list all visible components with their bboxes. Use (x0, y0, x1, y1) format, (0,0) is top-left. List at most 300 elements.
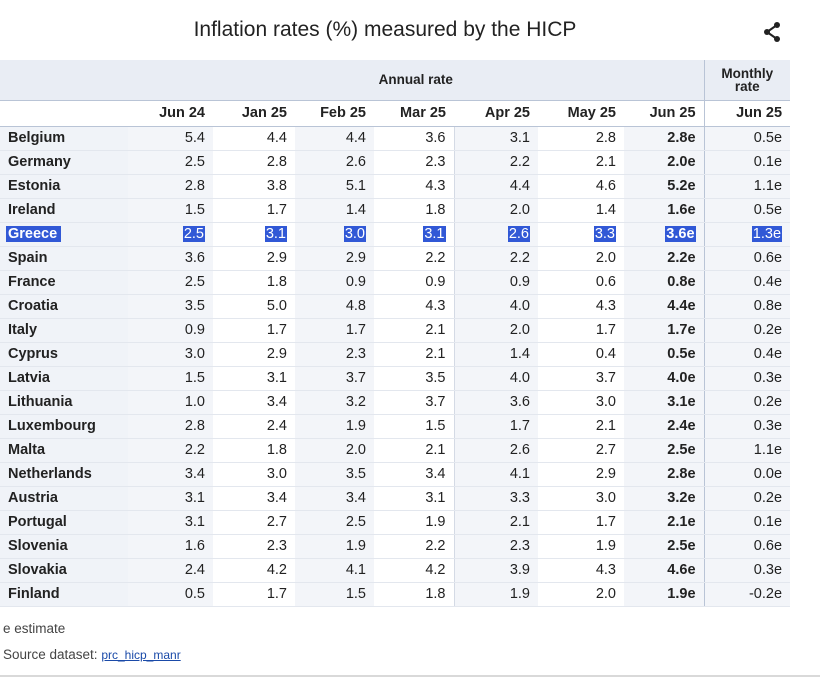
value-cell (704, 414, 790, 438)
value-label: 2.6 (508, 226, 529, 242)
value-label: 3.0 (595, 490, 616, 506)
value-cell (374, 390, 454, 414)
value-cell (128, 558, 213, 582)
value-label: 2.6 (345, 154, 366, 170)
table-row (0, 582, 790, 606)
value-cell (538, 222, 624, 246)
table-row (0, 462, 790, 486)
value-label: 2.3 (509, 538, 530, 554)
value-cell (454, 342, 538, 366)
value-cell (454, 126, 538, 150)
value-label: 2.1 (509, 514, 530, 530)
value-label: 3.2 (345, 394, 366, 410)
value-cell (213, 270, 295, 294)
value-cell (454, 558, 538, 582)
value-label: 2.5 (345, 514, 366, 530)
value-cell (213, 438, 295, 462)
value-cell (128, 294, 213, 318)
country-label: Spain (8, 250, 48, 266)
value-label: 2.2 (425, 538, 446, 554)
value-cell (374, 558, 454, 582)
column-header: Apr 25 (454, 100, 538, 126)
value-cell (213, 318, 295, 342)
value-cell (213, 342, 295, 366)
country-label: Portugal (8, 514, 67, 530)
value-label: 3.2e (667, 490, 696, 506)
value-label: 2.5 (184, 274, 205, 290)
value-label: 3.4 (184, 466, 205, 482)
value-cell (213, 198, 295, 222)
value-cell (538, 126, 624, 150)
value-label: 2.0 (595, 250, 616, 266)
value-label: 2.4 (184, 562, 205, 578)
value-label: 1.9 (595, 538, 616, 554)
value-cell (454, 318, 538, 342)
value-label: 2.0e (667, 154, 696, 170)
value-cell (374, 246, 454, 270)
value-label: 0.9 (509, 274, 530, 290)
value-cell (295, 438, 374, 462)
value-label: 2.8 (184, 418, 205, 434)
table-row (0, 318, 790, 342)
value-cell (624, 486, 704, 510)
value-label: 1.7 (266, 202, 287, 218)
value-label: 3.1 (424, 226, 445, 242)
value-label: 0.3e (753, 562, 783, 578)
value-label: 3.3 (594, 226, 615, 242)
value-label: 1.5 (184, 202, 205, 218)
value-cell (295, 390, 374, 414)
value-cell (295, 366, 374, 390)
value-label: 0.9 (425, 274, 446, 290)
value-label: 1.7 (595, 514, 616, 530)
value-label: 2.5 (184, 154, 205, 170)
value-cell (374, 510, 454, 534)
value-cell (374, 294, 454, 318)
value-cell (295, 270, 374, 294)
value-label: 4.0 (509, 370, 530, 386)
value-cell (128, 174, 213, 198)
value-label: 0.6e (753, 538, 783, 554)
value-cell (624, 534, 704, 558)
value-label: 4.0 (509, 298, 530, 314)
value-cell (213, 174, 295, 198)
value-label: 3.1 (266, 370, 287, 386)
value-cell (454, 294, 538, 318)
value-label: 5.4 (184, 130, 205, 146)
country-cell (0, 246, 128, 270)
value-cell (128, 462, 213, 486)
value-cell (295, 342, 374, 366)
value-label: 1.6 (184, 538, 205, 554)
value-label: 3.4 (345, 490, 366, 506)
value-label: 0.2e (753, 394, 783, 410)
country-cell (0, 174, 128, 198)
value-label: 1.7 (595, 322, 616, 338)
country-cell (0, 126, 128, 150)
value-cell (213, 534, 295, 558)
value-label: 0.1e (753, 154, 783, 170)
value-cell (704, 462, 790, 486)
value-cell (704, 582, 790, 606)
value-cell (454, 534, 538, 558)
value-cell (454, 582, 538, 606)
table-row (0, 222, 790, 246)
value-label: 1.4 (509, 346, 530, 362)
country-cell (0, 222, 128, 246)
table-row (0, 342, 790, 366)
value-label: 2.5e (667, 538, 696, 554)
value-label: 2.2 (184, 442, 205, 458)
value-label: 3.5 (425, 370, 446, 386)
value-cell (454, 222, 538, 246)
country-cell (0, 414, 128, 438)
value-cell (128, 198, 213, 222)
value-cell (538, 270, 624, 294)
value-cell (295, 582, 374, 606)
source-label: Source dataset: (3, 647, 98, 662)
value-cell (295, 534, 374, 558)
table-row (0, 294, 790, 318)
value-cell (454, 486, 538, 510)
value-label: 2.1 (425, 346, 446, 362)
value-cell (624, 222, 704, 246)
value-label: 2.9 (266, 346, 287, 362)
value-label: 0.4e (753, 346, 783, 362)
value-label: 0.9 (345, 274, 366, 290)
value-cell (128, 318, 213, 342)
value-cell (213, 222, 295, 246)
value-cell (374, 318, 454, 342)
value-cell (538, 318, 624, 342)
value-cell (213, 246, 295, 270)
value-cell (704, 534, 790, 558)
value-label: 2.3 (345, 346, 366, 362)
value-cell (374, 150, 454, 174)
value-cell (213, 486, 295, 510)
value-label: 4.3 (425, 178, 446, 194)
table-row (0, 366, 790, 390)
value-cell (624, 414, 704, 438)
value-cell (624, 366, 704, 390)
value-cell (213, 126, 295, 150)
share-icon[interactable] (760, 20, 784, 44)
value-label: 0.8e (753, 298, 783, 314)
country-label: Finland (8, 586, 60, 602)
table-row (0, 198, 790, 222)
value-cell (454, 150, 538, 174)
value-label: 4.4 (345, 130, 366, 146)
value-label: 3.1 (425, 490, 446, 506)
country-label: Lithuania (8, 394, 73, 410)
value-cell (374, 582, 454, 606)
value-cell (295, 318, 374, 342)
country-cell (0, 462, 128, 486)
value-label: 2.3 (266, 538, 287, 554)
value-cell (454, 510, 538, 534)
value-label: 1.8 (266, 274, 287, 290)
country-label: Estonia (8, 178, 61, 194)
value-label: 2.8 (595, 130, 616, 146)
value-cell (374, 222, 454, 246)
value-cell (374, 270, 454, 294)
value-cell (374, 198, 454, 222)
value-cell (624, 294, 704, 318)
value-cell (128, 126, 213, 150)
value-label: 1.7 (509, 418, 530, 434)
value-cell (704, 558, 790, 582)
value-label: 0.4e (753, 274, 783, 290)
value-label: 2.1 (425, 442, 446, 458)
value-label: 2.8 (184, 178, 205, 194)
value-label: 3.0 (266, 466, 287, 482)
value-label: 4.2 (425, 562, 446, 578)
value-label: 3.5 (345, 466, 366, 482)
column-header: May 25 (538, 100, 624, 126)
column-header: Mar 25 (374, 100, 454, 126)
country-cell (0, 438, 128, 462)
value-label: 0.1e (753, 514, 783, 530)
table-row (0, 150, 790, 174)
value-label: 2.1 (595, 154, 616, 170)
value-label: 2.0 (345, 442, 366, 458)
value-cell (704, 486, 790, 510)
value-cell (538, 198, 624, 222)
value-cell (128, 366, 213, 390)
value-cell (213, 510, 295, 534)
value-label: 2.2e (667, 250, 696, 266)
country-label: Croatia (8, 298, 58, 314)
value-label: 5.1 (345, 178, 366, 194)
value-label: 1.0 (184, 394, 205, 410)
value-cell (704, 294, 790, 318)
table-row (0, 534, 790, 558)
value-cell (295, 558, 374, 582)
country-cell (0, 558, 128, 582)
value-cell (454, 390, 538, 414)
value-cell (624, 174, 704, 198)
value-label: 3.1 (509, 130, 530, 146)
value-label: 1.4 (595, 202, 616, 218)
value-label: 4.3 (425, 298, 446, 314)
value-cell (128, 222, 213, 246)
value-label: 0.0e (753, 466, 783, 482)
table-row (0, 174, 790, 198)
value-label: 2.9 (345, 250, 366, 266)
value-label: 2.2 (425, 250, 446, 266)
value-cell (295, 486, 374, 510)
value-label: 1.7 (345, 322, 366, 338)
value-label: -0.2e (748, 586, 783, 602)
value-label: 2.9 (266, 250, 287, 266)
value-label: 3.1 (184, 490, 205, 506)
value-cell (624, 150, 704, 174)
value-label: 1.8 (266, 442, 287, 458)
value-cell (624, 342, 704, 366)
value-label: 1.9e (667, 586, 696, 602)
value-cell (374, 462, 454, 486)
value-cell (704, 342, 790, 366)
value-cell (128, 534, 213, 558)
country-cell (0, 198, 128, 222)
value-cell (538, 558, 624, 582)
country-cell (0, 534, 128, 558)
table-row (0, 390, 790, 414)
value-cell (538, 366, 624, 390)
value-label: 0.9 (184, 322, 205, 338)
country-label: Luxembourg (8, 418, 96, 434)
country-label: Austria (8, 490, 58, 506)
value-label: 3.6 (425, 130, 446, 146)
value-cell (538, 510, 624, 534)
value-cell (704, 150, 790, 174)
value-cell (295, 222, 374, 246)
value-label: 3.7 (595, 370, 616, 386)
footnote: e estimate (3, 621, 66, 636)
value-label: 4.1 (345, 562, 366, 578)
value-cell (374, 486, 454, 510)
value-cell (213, 582, 295, 606)
value-cell (704, 174, 790, 198)
country-cell (0, 294, 128, 318)
value-label: 4.3 (595, 562, 616, 578)
country-cell (0, 270, 128, 294)
country-cell (0, 510, 128, 534)
value-label: 2.1e (667, 514, 696, 530)
value-cell (624, 198, 704, 222)
country-label: Greece (6, 226, 61, 242)
value-label: 2.7 (595, 442, 616, 458)
value-cell (538, 342, 624, 366)
value-label: 4.6 (595, 178, 616, 194)
value-label: 3.0 (184, 346, 205, 362)
value-cell (213, 558, 295, 582)
value-cell (704, 126, 790, 150)
table-row (0, 486, 790, 510)
country-cell (0, 366, 128, 390)
value-label: 1.5 (425, 418, 446, 434)
value-cell (704, 270, 790, 294)
value-label: 0.3e (753, 370, 783, 386)
column-header: Jan 25 (213, 100, 295, 126)
inflation-table (0, 60, 790, 607)
value-cell (374, 126, 454, 150)
value-label: 1.6e (667, 202, 696, 218)
source-link[interactable]: prc_hicp_manr (101, 648, 181, 662)
value-label: 1.9 (425, 514, 446, 530)
value-label: 2.8e (667, 130, 696, 146)
value-cell (295, 150, 374, 174)
value-label: 4.1 (509, 466, 530, 482)
header-blank (0, 60, 128, 100)
value-cell (624, 390, 704, 414)
value-cell (374, 174, 454, 198)
value-label: 2.4 (266, 418, 287, 434)
country-label: Italy (8, 322, 38, 338)
value-cell (704, 366, 790, 390)
table-row (0, 414, 790, 438)
country-cell (0, 486, 128, 510)
value-cell (704, 318, 790, 342)
country-label: Ireland (8, 202, 56, 218)
source-dataset (3, 647, 181, 662)
value-label: 1.4 (345, 202, 366, 218)
value-label: 0.8e (667, 274, 696, 290)
monthly-rate-header: Monthly rate (704, 60, 790, 100)
annual-rate-header: Annual rate (128, 60, 704, 100)
value-label: 0.6e (753, 250, 783, 266)
value-label: 3.0 (344, 226, 365, 242)
value-cell (538, 438, 624, 462)
value-label: 3.1 (184, 514, 205, 530)
value-cell (128, 510, 213, 534)
value-label: 2.2 (509, 154, 530, 170)
value-label: 0.2e (753, 322, 783, 338)
value-label: 4.4e (667, 298, 696, 314)
value-cell (624, 246, 704, 270)
value-label: 3.4 (266, 490, 287, 506)
country-label: Latvia (8, 370, 50, 386)
country-label: France (8, 274, 56, 290)
value-label: 1.1e (753, 442, 783, 458)
value-cell (128, 438, 213, 462)
country-label: Slovenia (8, 538, 68, 554)
value-cell (128, 486, 213, 510)
value-cell (213, 390, 295, 414)
value-label: 2.8 (266, 154, 287, 170)
column-header: Jun 25 (624, 100, 704, 126)
value-cell (128, 270, 213, 294)
value-cell (374, 342, 454, 366)
value-cell (538, 150, 624, 174)
value-cell (538, 294, 624, 318)
value-cell (624, 558, 704, 582)
value-label: 3.3 (509, 490, 530, 506)
value-cell (454, 246, 538, 270)
value-cell (295, 414, 374, 438)
value-label: 2.5e (667, 442, 696, 458)
value-cell (704, 246, 790, 270)
value-label: 2.5 (183, 226, 204, 242)
value-label: 3.0 (595, 394, 616, 410)
value-cell (213, 294, 295, 318)
value-label: 4.3 (595, 298, 616, 314)
value-label: 2.9 (595, 466, 616, 482)
country-label: Malta (8, 442, 46, 458)
value-cell (295, 174, 374, 198)
table-row (0, 438, 790, 462)
value-cell (538, 486, 624, 510)
country-cell (0, 150, 128, 174)
value-cell (128, 246, 213, 270)
value-cell (704, 222, 790, 246)
value-cell (704, 390, 790, 414)
value-label: 5.2e (667, 178, 696, 194)
value-label: 3.4 (266, 394, 287, 410)
column-header: Jun 25 (704, 100, 790, 126)
value-cell (128, 150, 213, 174)
value-cell (624, 126, 704, 150)
value-cell (624, 582, 704, 606)
value-label: 1.5 (345, 586, 366, 602)
value-cell (374, 414, 454, 438)
value-cell (454, 174, 538, 198)
value-label: 4.8 (345, 298, 366, 314)
country-label: Cyprus (8, 346, 58, 362)
value-label: 2.8e (667, 466, 696, 482)
value-label: 1.8 (425, 586, 446, 602)
value-cell (624, 438, 704, 462)
